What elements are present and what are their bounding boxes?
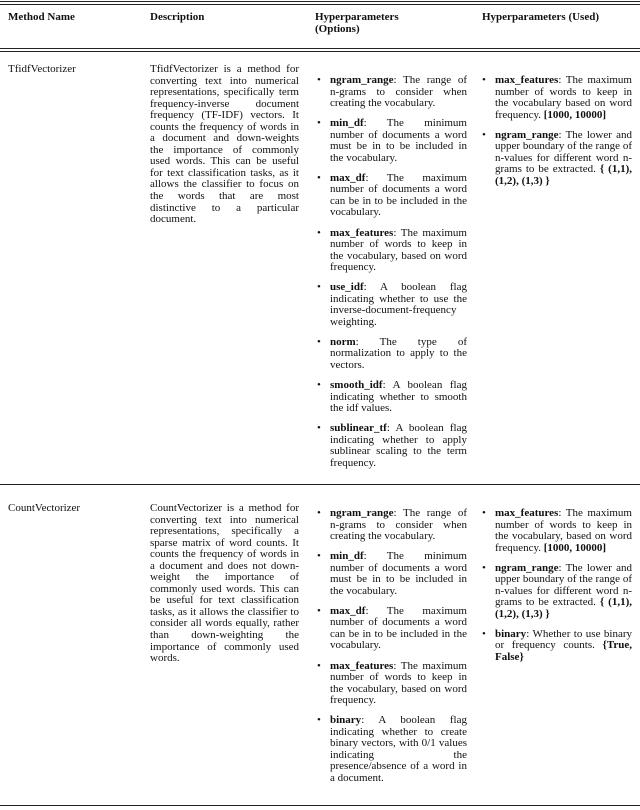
option-name: max_features [330, 226, 394, 239]
used-text: : The maximum number of words to keep in the vocabulary, based on word frequency. [495, 507, 632, 554]
used-name: max_features [495, 507, 559, 519]
header-description: Description [150, 11, 205, 23]
option-text: : The range of n-grams to consider when creating the vocabulary. [330, 74, 467, 110]
option-name: ngram_range [330, 74, 394, 86]
option-text: : The type of normalization to apply to the vectors. [330, 335, 467, 371]
used-list [480, 75, 632, 196]
option-name: smooth_idf [330, 379, 383, 392]
header-rule-2 [0, 51, 640, 52]
used-name: binary [495, 627, 527, 640]
option-name: sublinear_tf [330, 422, 387, 435]
option-item [315, 337, 467, 372]
option-text: : A boolean flag indicating whether to apply sublinear scaling to the term frequency. [330, 422, 467, 469]
option-item [315, 715, 467, 784]
option-name: max_df [330, 604, 366, 617]
method-description: TfidfVectorizer is a method for converting text into numerical representations, specifically term frequency-inverse document frequency (TF-IDF) vectors. It counts the frequency of words in a document and down-weights the importance of commonly used words. This can be useful for text classification tasks, as it allows the classifier to focus on the words that are most distinctive to a particular document. [150, 63, 299, 226]
option-item [315, 282, 467, 328]
option-name: max_df [330, 171, 366, 184]
option-item [315, 661, 467, 707]
options-list [315, 75, 467, 478]
header-method-name: Method Name [8, 11, 75, 23]
option-text: : The maximum number of documents a word can be in to be included in the vocabulary. [330, 171, 467, 219]
option-text: : The maximum number of words to keep in the vocabulary, based on word frequency. [330, 226, 467, 274]
used-name: ngram_range [495, 128, 559, 141]
option-name: min_df [330, 117, 364, 130]
used-item [480, 629, 632, 664]
used-text: : The maximum number of words to keep in the vocabulary based on word frequency. [495, 74, 632, 121]
method-name: TfidfVectorizer [8, 63, 76, 75]
option-text: : The range of n-grams to consider when creating the vocabulary. [330, 507, 467, 543]
row-rule [0, 484, 640, 485]
option-name: ngram_range [330, 507, 394, 519]
method-name: CountVectorizer [8, 502, 81, 514]
option-name: max_features [330, 659, 394, 672]
used-item [480, 75, 632, 121]
option-item [315, 606, 467, 652]
option-item [315, 75, 467, 110]
bottom-rule [0, 805, 640, 806]
options-list [315, 508, 467, 793]
option-item [315, 173, 467, 219]
used-item [480, 563, 632, 621]
used-item [480, 508, 632, 554]
used-value: [1000, 10000] [543, 541, 607, 554]
used-value: { (1,1), (1,2), (1,3) } [495, 596, 632, 620]
used-text: : The lower and upper boundary of the range of n-values for different word n-grams to be extracted. [495, 128, 632, 176]
option-text: : A boolean flag indicating whether to use the inverse-document-frequency weighting. [330, 281, 467, 328]
option-text: : The maximum number of documents a word can be in to be included in the vocabulary. [330, 604, 467, 652]
option-item [315, 228, 467, 274]
top-rule-2 [0, 4, 640, 5]
option-name: binary [330, 714, 362, 727]
option-name: min_df [330, 550, 364, 563]
used-value: [1000, 10000] [543, 108, 607, 121]
used-item [480, 130, 632, 188]
header-rule [0, 48, 640, 49]
option-text: : The minimum number of documents a word must be in to be included in the vocabulary. [330, 117, 467, 164]
option-item [315, 118, 467, 164]
top-rule [0, 1, 640, 2]
used-name: ngram_range [495, 561, 559, 574]
header-hyperparameters-used: Hyperparameters (Used) [482, 11, 599, 23]
used-value: { (1,1), (1,2), (1,3) } [495, 163, 632, 187]
option-item [315, 423, 467, 469]
option-text: : A boolean flag indicating whether to smooth the idf values. [330, 379, 467, 415]
option-item [315, 508, 467, 543]
option-item [315, 551, 467, 597]
used-text: : Whether to use binary or frequency counts. [495, 627, 632, 652]
option-item [315, 380, 467, 415]
used-name: max_features [495, 74, 559, 86]
option-text: : The minimum number of documents a word must be in to be included in the vocabulary. [330, 550, 467, 597]
used-value: {True, False} [495, 639, 632, 664]
used-text: : The lower and upper boundary of the range of n-values for different word n-grams to be extracted. [495, 561, 632, 609]
method-description: CountVectorizer is a method for converting text into numerical representations, specifically a sparse matrix of word counts. It counts the frequency of words in a document and does not down-weight the importance of commonly used words. This can be useful for text classification tasks, as it allows the classifier to consider all words equally, rather than down-weighting the importance of commonly used words. [150, 502, 299, 665]
header-hyperparameters-options: Hyperparameters (Options) [315, 11, 399, 35]
option-text: : The maximum number of words to keep in the vocabulary, based on word frequency. [330, 659, 467, 707]
used-list [480, 508, 632, 672]
option-name: use_idf [330, 281, 364, 294]
option-name: norm [330, 335, 356, 348]
option-text: : A boolean flag indicating whether to create binary vectors, with 0/1 values indicating the presence/absence of a word in a document. [330, 714, 467, 784]
